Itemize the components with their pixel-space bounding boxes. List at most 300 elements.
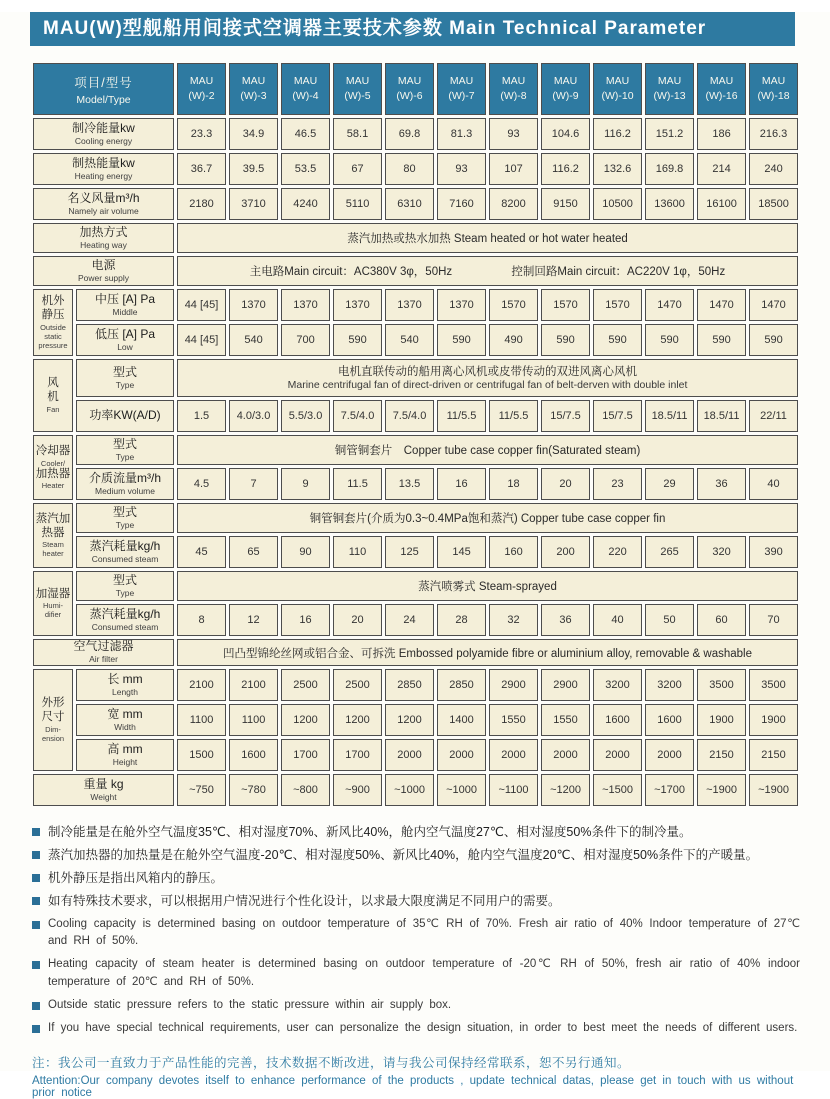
- cell-weight-3: ~800: [281, 774, 330, 806]
- cell-humconsumed-6: 28: [437, 604, 486, 636]
- fan-type-zh: 电机直联传动的船用离心风机或皮带传动的双进风离心风机: [338, 365, 638, 378]
- row-humidifier-consumed: [33, 604, 798, 636]
- cell-length-5: 2850: [385, 669, 434, 701]
- label-zh: 中压 [A] Pa: [94, 291, 156, 306]
- label-zh: 蒸汽耗量kg/h: [89, 538, 161, 553]
- model-line2: (W)-3: [240, 90, 267, 102]
- cell-steamconsumed-12: 390: [749, 536, 798, 568]
- cell-heating-9: 132.6: [593, 153, 642, 185]
- cell-medium-7: 18: [489, 468, 538, 500]
- section-steam-heater: [33, 503, 73, 568]
- cell-airvolume-11: 16100: [697, 188, 746, 220]
- cell-middle-9: 1570: [593, 289, 642, 321]
- cell-airvolume-8: 9150: [541, 188, 590, 220]
- cell-steamconsumed-11: 320: [697, 536, 746, 568]
- row-label-power: [33, 256, 174, 286]
- cell-airvolume-9: 10500: [593, 188, 642, 220]
- cell-steamconsumed-5: 125: [385, 536, 434, 568]
- row-label-steamtype: [76, 503, 174, 533]
- cell-heating-10: 169.8: [645, 153, 694, 185]
- section-outside-static-pressure: [33, 289, 73, 356]
- model-header-7: [489, 63, 538, 115]
- bullet-square-icon: [32, 961, 40, 969]
- row-steam-type: [33, 503, 798, 533]
- cell-heating-2: 39.5: [229, 153, 278, 185]
- cell-length-12: 3500: [749, 669, 798, 701]
- cell-middle-5: 1370: [385, 289, 434, 321]
- cell-height-2: 1600: [229, 739, 278, 771]
- cell-medium-2: 7: [229, 468, 278, 500]
- cell-low-9: 590: [593, 324, 642, 356]
- label-en: Type: [115, 451, 135, 462]
- section-line: 加湿器: [35, 587, 71, 600]
- row-label-cooling: [33, 118, 174, 150]
- cell-cooling-4: 58.1: [333, 118, 382, 150]
- cell-cooler-type: 铜管铜套片 Copper tube case copper fin(Saturated steam): [177, 435, 798, 465]
- cell-low-4: 590: [333, 324, 382, 356]
- cell-steamconsumed-2: 65: [229, 536, 278, 568]
- page-title: MAU(W)型舰船用间接式空调器主要技术参数 Main Technical Parameter: [30, 12, 795, 46]
- cell-heating-8: 116.2: [541, 153, 590, 185]
- cell-low-6: 590: [437, 324, 486, 356]
- cell-humconsumed-8: 36: [541, 604, 590, 636]
- model-header-9: [593, 63, 642, 115]
- cell-middle-4: 1370: [333, 289, 382, 321]
- section-humidifier: [33, 571, 73, 636]
- cell-middle-7: 1570: [489, 289, 538, 321]
- cell-medium-5: 13.5: [385, 468, 434, 500]
- row-power-supply: [33, 256, 798, 286]
- model-line2: (W)-5: [344, 90, 371, 102]
- model-header-3: [281, 63, 330, 115]
- cell-heating-1: 36.7: [177, 153, 226, 185]
- row-label-airvolume: [33, 188, 174, 220]
- cell-length-8: 2900: [541, 669, 590, 701]
- section-line: difier: [44, 610, 62, 620]
- row-cooler-type: [33, 435, 798, 465]
- cell-fanpower-1: 1.5: [177, 400, 226, 432]
- section-line: 风: [47, 377, 59, 390]
- section-line: 机外: [41, 295, 65, 308]
- notes-list: [32, 823, 800, 1037]
- cell-width-3: 1200: [281, 704, 330, 736]
- spec-table: [30, 60, 801, 809]
- cell-height-10: 2000: [645, 739, 694, 771]
- cell-airvolume-10: 13600: [645, 188, 694, 220]
- label-zh: 制热能量kw: [72, 155, 135, 170]
- cell-medium-11: 36: [697, 468, 746, 500]
- cell-height-12: 2150: [749, 739, 798, 771]
- row-air-volume: [33, 188, 798, 220]
- cell-cooling-5: 69.8: [385, 118, 434, 150]
- cell-width-9: 1600: [593, 704, 642, 736]
- note-item-5: [32, 916, 800, 952]
- row-air-filter: [33, 639, 798, 666]
- model-line1: MAU: [709, 74, 734, 87]
- label-en: Power supply: [77, 272, 130, 283]
- section-line: Fan: [46, 404, 60, 414]
- bullet-square-icon: [32, 897, 40, 905]
- cell-fanpower-12: 22/11: [749, 400, 798, 432]
- bullet-square-icon: [32, 921, 40, 929]
- cell-width-10: 1600: [645, 704, 694, 736]
- cell-heating-6: 93: [437, 153, 486, 185]
- cell-cooling-6: 81.3: [437, 118, 486, 150]
- cell-airvolume-6: 7160: [437, 188, 486, 220]
- model-line1: MAU: [553, 74, 578, 87]
- row-fan-power: [33, 400, 798, 432]
- cell-weight-5: ~1000: [385, 774, 434, 806]
- header-row: [33, 63, 798, 115]
- row-length: [33, 669, 798, 701]
- note-text: If you have special technical requirements, user can personalize the design situation, in order to best meet the needs of different users.: [48, 1021, 798, 1034]
- cell-heating-7: 107: [489, 153, 538, 185]
- cell-steam-type: 铜管铜套片(介质为0.3~0.4MPa饱和蒸汽) Copper tube case copper fin: [177, 503, 798, 533]
- cell-medium-3: 9: [281, 468, 330, 500]
- cell-height-1: 1500: [177, 739, 226, 771]
- cell-medium-6: 16: [437, 468, 486, 500]
- row-fan-type: [33, 359, 798, 397]
- note-item-2: [32, 846, 800, 864]
- cell-length-4: 2500: [333, 669, 382, 701]
- cell-cooling-2: 34.9: [229, 118, 278, 150]
- cell-heating-11: 214: [697, 153, 746, 185]
- row-height: [33, 739, 798, 771]
- label-en: Type: [115, 519, 135, 530]
- label-en: Type: [115, 587, 135, 598]
- row-label-fanpower: [76, 400, 174, 432]
- bullet-square-icon: [32, 828, 40, 836]
- cell-middle-12: 1470: [749, 289, 798, 321]
- cell-low-10: 590: [645, 324, 694, 356]
- label-en: Type: [115, 379, 135, 390]
- model-line1: MAU: [293, 74, 318, 87]
- label-en: Length: [112, 686, 138, 697]
- footer-note-en: Attention:Our company devotes itself to enhance performance of the products , update technical datas, please get in touch with us without prior notice: [32, 1075, 794, 1099]
- label-en: Air filter: [89, 654, 118, 665]
- section-line: Outside: [40, 322, 66, 332]
- note-item-7: [32, 997, 800, 1015]
- cell-fanpower-4: 7.5/4.0: [333, 400, 382, 432]
- model-line2: (W)-6: [396, 90, 423, 102]
- cell-fanpower-2: 4.0/3.0: [229, 400, 278, 432]
- cell-weight-6: ~1000: [437, 774, 486, 806]
- cell-fan-type: [177, 359, 798, 397]
- cell-steamconsumed-1: 45: [177, 536, 226, 568]
- cell-humconsumed-1: 8: [177, 604, 226, 636]
- bullet-square-icon: [32, 851, 40, 859]
- cell-weight-2: ~780: [229, 774, 278, 806]
- note-text: 制冷能量是在舱外空气温度35℃、相对湿度70%、新风比40%，舱内空气温度27℃、相对湿度50%条件下的制冷量。: [48, 825, 692, 839]
- cell-humconsumed-3: 16: [281, 604, 330, 636]
- cell-airvolume-12: 18500: [749, 188, 798, 220]
- cell-low-7: 490: [489, 324, 538, 356]
- model-header-8: [541, 63, 590, 115]
- cell-middle-8: 1570: [541, 289, 590, 321]
- row-pressure-low: [33, 324, 798, 356]
- cell-steamconsumed-3: 90: [281, 536, 330, 568]
- cell-weight-8: ~1200: [541, 774, 590, 806]
- cell-width-12: 1900: [749, 704, 798, 736]
- cell-middle-6: 1370: [437, 289, 486, 321]
- label-zh: 低压 [A] Pa: [94, 326, 156, 341]
- cell-cooling-9: 116.2: [593, 118, 642, 150]
- label-zh: 型式: [113, 364, 138, 379]
- label-en: Middle: [112, 306, 138, 317]
- section-line: pressure: [38, 340, 68, 350]
- model-line1: MAU: [605, 74, 630, 87]
- cell-length-6: 2850: [437, 669, 486, 701]
- cell-steamconsumed-7: 160: [489, 536, 538, 568]
- cell-height-5: 2000: [385, 739, 434, 771]
- cell-heating-4: 67: [333, 153, 382, 185]
- row-cooling-energy: [33, 118, 798, 150]
- cell-medium-10: 29: [645, 468, 694, 500]
- cell-middle-10: 1470: [645, 289, 694, 321]
- cell-middle-2: 1370: [229, 289, 278, 321]
- row-width: [33, 704, 798, 736]
- cell-low-11: 590: [697, 324, 746, 356]
- cell-length-2: 2100: [229, 669, 278, 701]
- cell-airvolume-1: 2180: [177, 188, 226, 220]
- bullet-square-icon: [32, 1025, 40, 1033]
- section-line: 机: [47, 391, 59, 403]
- label-en: Weight: [90, 791, 117, 802]
- row-label-medium: [76, 468, 174, 500]
- label-zh: 加热方式: [79, 224, 128, 239]
- cell-cooling-7: 93: [489, 118, 538, 150]
- cell-weight-12: ~1900: [749, 774, 798, 806]
- label-zh: 功率KW(A/D): [89, 408, 161, 423]
- bullet-square-icon: [32, 1002, 40, 1010]
- cell-fanpower-11: 18.5/11: [697, 400, 746, 432]
- section-dimension: [33, 669, 73, 771]
- cell-low-5: 540: [385, 324, 434, 356]
- corner-cell: [33, 63, 174, 115]
- note-text: Cooling capacity is determined basing on outdoor temperature of 35℃ RH of 70%. Fresh air ratio of 40% Indoor temperature of 27℃ and RH of 50%.: [48, 917, 800, 948]
- cell-low-2: 540: [229, 324, 278, 356]
- cell-height-11: 2150: [697, 739, 746, 771]
- model-line2: (W)-16: [705, 90, 738, 102]
- cell-humconsumed-2: 12: [229, 604, 278, 636]
- label-zh: 名义风量m³/h: [67, 190, 140, 205]
- label-en: Height: [112, 756, 138, 767]
- section-line: Humi-: [43, 601, 63, 611]
- cell-humconsumed-9: 40: [593, 604, 642, 636]
- cell-width-8: 1550: [541, 704, 590, 736]
- cell-steamconsumed-10: 265: [645, 536, 694, 568]
- label-en: Low: [117, 341, 133, 352]
- cell-middle-11: 1470: [697, 289, 746, 321]
- row-label-humtype: [76, 571, 174, 601]
- cell-fanpower-7: 11/5.5: [489, 400, 538, 432]
- label-en: Medium volume: [95, 485, 155, 496]
- cell-medium-1: 4.5: [177, 468, 226, 500]
- cell-height-3: 1700: [281, 739, 330, 771]
- cell-medium-12: 40: [749, 468, 798, 500]
- cell-low-8: 590: [541, 324, 590, 356]
- label-zh: 宽 mm: [107, 706, 143, 721]
- cell-fanpower-10: 18.5/11: [645, 400, 694, 432]
- cell-airvolume-3: 4240: [281, 188, 330, 220]
- label-zh: 重量 kg: [83, 776, 124, 791]
- label-zh: 高 mm: [107, 741, 143, 756]
- cell-medium-4: 11.5: [333, 468, 382, 500]
- cell-height-4: 1700: [333, 739, 382, 771]
- row-label-fantype: [76, 359, 174, 397]
- model-line1: MAU: [761, 74, 786, 87]
- label-zh: 介质流量m³/h: [89, 470, 162, 485]
- model-line2: (W)-18: [757, 90, 790, 102]
- row-label-coolertype: [76, 435, 174, 465]
- footer-note: [32, 1053, 800, 1099]
- model-header-4: [333, 63, 382, 115]
- row-label-height: [76, 739, 174, 771]
- row-steam-consumed: [33, 536, 798, 568]
- cell-heating-3: 53.5: [281, 153, 330, 185]
- cell-humidifier-type: 蒸汽喷雾式 Steam-sprayed: [177, 571, 798, 601]
- note-text: 如有特殊技术要求，可以根据用户情况进行个性化设计，以求最大限度满足不同用户的需要。: [48, 894, 561, 909]
- cell-length-3: 2500: [281, 669, 330, 701]
- model-line1: MAU: [501, 74, 526, 87]
- cell-medium-9: 23: [593, 468, 642, 500]
- row-label-width: [76, 704, 174, 736]
- note-item-1: [32, 823, 800, 841]
- cell-height-9: 2000: [593, 739, 642, 771]
- section-line: 蒸汽加: [35, 512, 71, 525]
- cell-length-11: 3500: [697, 669, 746, 701]
- model-line2: (W)-8: [500, 90, 527, 102]
- label-en: Heating energy: [74, 170, 133, 181]
- model-line2: (W)-13: [653, 90, 686, 102]
- row-pressure-middle: [33, 289, 798, 321]
- section-line: 外形: [41, 697, 65, 710]
- cell-weight-1: ~750: [177, 774, 226, 806]
- cell-cooling-1: 23.3: [177, 118, 226, 150]
- fan-type-en: Marine centrifugal fan of direct-driven or centrifugal fan of belt-derven with double inlet: [287, 378, 688, 391]
- row-label-low: [76, 324, 174, 356]
- section-line: 加热器: [35, 467, 71, 480]
- label-zh: 型式: [113, 572, 138, 587]
- section-line: 热器: [41, 526, 65, 539]
- model-header-2: [229, 63, 278, 115]
- row-label-steamconsumed: [76, 536, 174, 568]
- cell-airvolume-7: 8200: [489, 188, 538, 220]
- cell-middle-1: 44 [45]: [177, 289, 226, 321]
- cell-weight-9: ~1500: [593, 774, 642, 806]
- cell-air-filter: 凹凸型锦纶丝网或铝合金、可拆洗 Embossed polyamide fibre or aluminium alloy, removable & washable: [177, 639, 798, 666]
- model-header-10: [645, 63, 694, 115]
- cell-weight-7: ~1100: [489, 774, 538, 806]
- datasheet-page: [0, 12, 830, 1099]
- note-text: 蒸汽加热器的加热量是在舱外空气温度-20℃、相对湿度50%、新风比40%，舱内空气温度20℃、相对湿度50%条件下的产暖量。: [48, 848, 759, 863]
- cell-height-8: 2000: [541, 739, 590, 771]
- power-main-circuit: 主电路Main circuit：AC380V 3φ，50Hz: [249, 266, 453, 278]
- section-line: static: [44, 331, 62, 341]
- cell-medium-8: 20: [541, 468, 590, 500]
- model-header-5: [385, 63, 434, 115]
- cell-low-1: 44 [45]: [177, 324, 226, 356]
- cell-low-3: 700: [281, 324, 330, 356]
- cell-cooling-12: 216.3: [749, 118, 798, 150]
- cell-airvolume-4: 5110: [333, 188, 382, 220]
- section-line: ension: [41, 733, 65, 743]
- cell-cooling-11: 186: [697, 118, 746, 150]
- row-label-length: [76, 669, 174, 701]
- section-line: Steam: [42, 540, 64, 550]
- corner-en: Model/Type: [76, 93, 131, 106]
- label-en: Consumed steam: [91, 553, 159, 564]
- cell-fanpower-8: 15/7.5: [541, 400, 590, 432]
- section-line: Cooler/: [40, 458, 66, 468]
- label-en: Heating way: [80, 239, 127, 250]
- note-item-4: [32, 892, 800, 910]
- footer-note-zh: 注：我公司一直致力于产品性能的完善，技术数据不断改进，请与我公司保持经常联系，恕不另行通知。: [32, 1056, 631, 1071]
- cell-airvolume-5: 6310: [385, 188, 434, 220]
- row-humidifier-type: [33, 571, 798, 601]
- label-zh: 制冷能量kw: [72, 120, 135, 135]
- cell-steamconsumed-4: 110: [333, 536, 382, 568]
- label-en: Consumed steam: [91, 621, 159, 632]
- section-line: Dim-: [45, 724, 61, 734]
- section-line: 静压: [41, 309, 65, 321]
- power-control-circuit: 控制回路Main circuit：AC220V 1φ，50Hz: [511, 266, 726, 278]
- cell-cooling-3: 46.5: [281, 118, 330, 150]
- cell-humconsumed-12: 70: [749, 604, 798, 636]
- label-zh: 长 mm: [107, 671, 143, 686]
- cell-humconsumed-11: 60: [697, 604, 746, 636]
- corner-zh: 项目/型号: [74, 75, 133, 90]
- cell-weight-11: ~1900: [697, 774, 746, 806]
- row-medium-volume: [33, 468, 798, 500]
- cell-height-6: 2000: [437, 739, 486, 771]
- model-header-1: [177, 63, 226, 115]
- cell-fanpower-6: 11/5.5: [437, 400, 486, 432]
- bullet-square-icon: [32, 874, 40, 882]
- section-line: Heater: [41, 481, 65, 491]
- section-line: heater: [42, 549, 64, 559]
- cell-length-10: 3200: [645, 669, 694, 701]
- cell-length-9: 3200: [593, 669, 642, 701]
- cell-length-1: 2100: [177, 669, 226, 701]
- label-zh: 型式: [113, 504, 138, 519]
- model-line2: (W)-2: [188, 90, 215, 102]
- cell-middle-3: 1370: [281, 289, 330, 321]
- cell-fanpower-9: 15/7.5: [593, 400, 642, 432]
- cell-width-4: 1200: [333, 704, 382, 736]
- cell-steamconsumed-6: 145: [437, 536, 486, 568]
- section-line: 尺寸: [41, 711, 65, 723]
- model-line1: MAU: [189, 74, 214, 87]
- label-zh: 蒸汽耗量kg/h: [89, 606, 161, 621]
- cell-height-7: 2000: [489, 739, 538, 771]
- cell-width-11: 1900: [697, 704, 746, 736]
- model-header-6: [437, 63, 486, 115]
- label-en: Cooling energy: [74, 135, 133, 146]
- row-heating-energy: [33, 153, 798, 185]
- cell-cooling-8: 104.6: [541, 118, 590, 150]
- label-zh: 空气过滤器: [73, 639, 134, 654]
- note-item-3: [32, 869, 800, 887]
- row-label-heating: [33, 153, 174, 185]
- note-item-6: [32, 956, 800, 992]
- model-line1: MAU: [657, 74, 682, 87]
- cell-length-7: 2900: [489, 669, 538, 701]
- row-label-humconsumed: [76, 604, 174, 636]
- cell-width-7: 1550: [489, 704, 538, 736]
- row-heating-way: [33, 223, 798, 253]
- row-weight: [33, 774, 798, 806]
